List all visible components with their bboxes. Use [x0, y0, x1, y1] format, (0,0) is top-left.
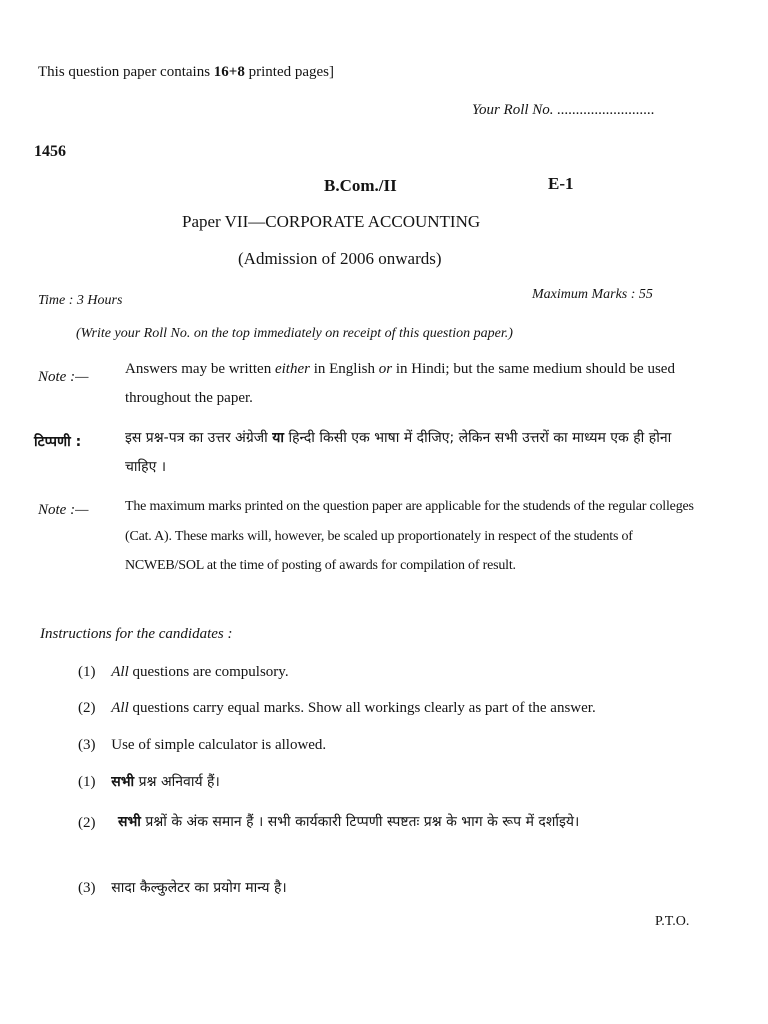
- pages-info-prefix: This question paper contains: [38, 64, 214, 80]
- hindi-instruction-item: (1) सभी प्रश्न अनिवार्य हैं।: [78, 774, 220, 790]
- pto-label: P.T.O.: [655, 914, 690, 929]
- paper-code: 1456: [34, 143, 66, 160]
- instruction-item: (3) Use of simple calculator is allowed.: [78, 737, 327, 753]
- maximum-marks: Maximum Marks : 55: [532, 287, 653, 302]
- admission-line: (Admission of 2006 onwards): [238, 249, 442, 268]
- time-allowed: Time : 3 Hours: [38, 293, 123, 308]
- hindi-note-text: इस प्रश्न-पत्र का उत्तर अंग्रेजी या हिन्दी किसी एक भाषा में दीजिए; लेकिन सभी उत्तरों का माध्यम एक ही होना चाहिए ।: [125, 430, 672, 475]
- pages-count: 16+8: [213, 64, 245, 80]
- instruction-item: (2) All questions carry equal marks. Show all workings clearly as part of the answer.: [78, 700, 596, 716]
- paper-title: Paper VII—CORPORATE ACCOUNTING: [182, 212, 481, 231]
- roll-instruction: (Write your Roll No. on the top immediately on receipt of this question paper.): [76, 326, 513, 341]
- instruction-number: (1): [78, 664, 96, 680]
- hindi-instruction-item: (3) सादा कैल्कुलेटर का प्रयोग मान्य है।: [78, 880, 287, 896]
- hindi-note-label: टिप्पणी :: [34, 434, 82, 450]
- instruction-number: (1): [78, 774, 96, 790]
- instruction-number: (3): [78, 737, 96, 753]
- note1-text: Answers may be written either in English or in Hindi; but the same medium should be used throughout the paper.: [125, 361, 675, 406]
- instruction-number: (3): [78, 880, 96, 896]
- note2-text: The maximum marks printed on the question paper are applicable for the studends of the regular colleges (Cat. A). These marks will, however, be scaled up proportionately in respect of the students of NCWEB/SOL at the time of posting of awards for compilation of result.: [125, 499, 694, 573]
- note2-label: Note :—: [38, 502, 89, 518]
- hindi-instruction-item: सभी प्रश्नों के अंक समान हैं । सभी कार्यकारी टिप्पणी स्पष्टतः प्रश्न के भाग के रूप में दर्शाइये।: [118, 814, 580, 830]
- pages-info: [38, 64, 334, 81]
- instruction-number: (2): [78, 700, 96, 716]
- course-title: B.Com./II: [324, 176, 397, 195]
- pages-info-suffix: printed pages]: [244, 64, 334, 80]
- roll-number-field: Your Roll No. ..........................: [472, 102, 655, 118]
- note1-label: Note :—: [38, 369, 89, 385]
- instructions-heading: Instructions for the candidates :: [40, 626, 233, 642]
- set-code: E-1: [548, 174, 574, 193]
- instruction-item: (1) All questions are compulsory.: [78, 664, 289, 680]
- instruction-number: (2): [78, 815, 96, 831]
